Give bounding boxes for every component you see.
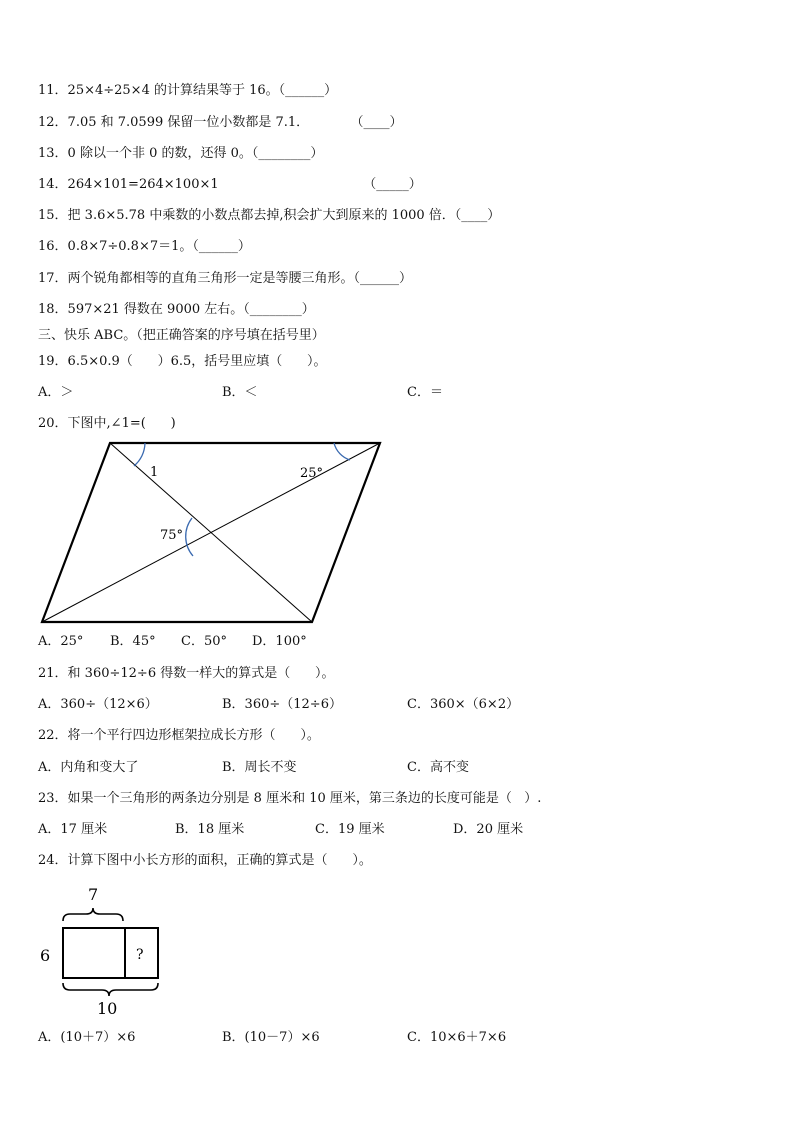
question-20: 20．下图中,∠1=( )	[38, 416, 176, 431]
q24-option-c: C．10×6＋7×6	[407, 1030, 507, 1045]
question-17: 17．两个锐角都相等的直角三角形一定是等腰三角形。（______）	[38, 271, 413, 286]
rectangle-figure	[30, 880, 180, 1026]
q23-option-c: C．19 厘米	[315, 822, 385, 837]
q19-option-a: A．＞	[38, 385, 74, 400]
question-19: 19．6.5×0.9（ ）6.5，括号里应填（ ）。	[38, 354, 327, 369]
label-6: 6	[40, 946, 51, 965]
angle-1-label: 1	[150, 465, 159, 480]
q20-option-d: D．100°	[252, 634, 307, 649]
question-16: 16．0.8×7÷0.8×7＝1。（______）	[38, 239, 251, 254]
question-21: 21．和 360÷12÷6 得数一样大的算式是（ ）。	[38, 666, 335, 681]
question-12: 12．7.05 和 7.0599 保留一位小数都是 7.1． （____）	[38, 115, 403, 130]
q22-option-c: C．高不变	[407, 760, 469, 775]
q23-option-d: D．20 厘米	[453, 822, 524, 837]
q19-option-c: C．＝	[407, 385, 443, 400]
question-23: 23．如果一个三角形的两条边分别是 8 厘米和 10 厘米，第三条边的长度可能是（ ）.	[38, 791, 542, 806]
angle-75-label: 75°	[160, 528, 184, 543]
question-22: 22．将一个平行四边形框架拉成长方形（ ）。	[38, 728, 320, 743]
question-18: 18．597×21 得数在 9000 左右。（________）	[38, 302, 315, 317]
q23-option-b: B．18 厘米	[175, 822, 245, 837]
q21-option-a: A．360÷（12×6）	[38, 697, 158, 712]
q24-option-b: B．(10－7）×6	[222, 1030, 320, 1045]
question-13: 13．0 除以一个非 0 的数，还得 0。（________）	[38, 146, 324, 161]
q21-option-c: C．360×（6×2）	[407, 697, 520, 712]
q20-option-c: C．50°	[181, 634, 227, 649]
q22-option-b: B．周长不变	[222, 760, 297, 775]
q20-option-b: B．45°	[110, 634, 156, 649]
label-7: 7	[88, 885, 99, 904]
q23-option-a: A．17 厘米	[38, 822, 108, 837]
label-10: 10	[97, 999, 118, 1018]
question-14: 14．264×101=264×100×1 （_____）	[38, 177, 422, 192]
q22-option-a: A．内角和变大了	[38, 760, 139, 775]
q24-option-a: A．(10＋7）×6	[38, 1030, 136, 1045]
parallelogram-figure	[30, 436, 390, 630]
label-question-mark: ?	[136, 947, 144, 963]
section-3-heading: 三、快乐 ABC。（把正确答案的序号填在括号里）	[38, 328, 325, 343]
q19-option-b: B．＜	[222, 385, 258, 400]
q20-option-a: A．25°	[38, 634, 84, 649]
question-24: 24．计算下图中小长方形的面积，正确的算式是（ ）。	[38, 853, 372, 868]
q21-option-b: B．360÷（12÷6）	[222, 697, 342, 712]
question-15: 15．把 3.6×5.78 中乘数的小数点都去掉,积会扩大到原来的 1000 倍．（____）	[38, 208, 501, 223]
angle-25-label: 25°	[300, 466, 324, 481]
question-11: 11．25×4÷25×4 的计算结果等于 16。（______）	[38, 83, 338, 98]
